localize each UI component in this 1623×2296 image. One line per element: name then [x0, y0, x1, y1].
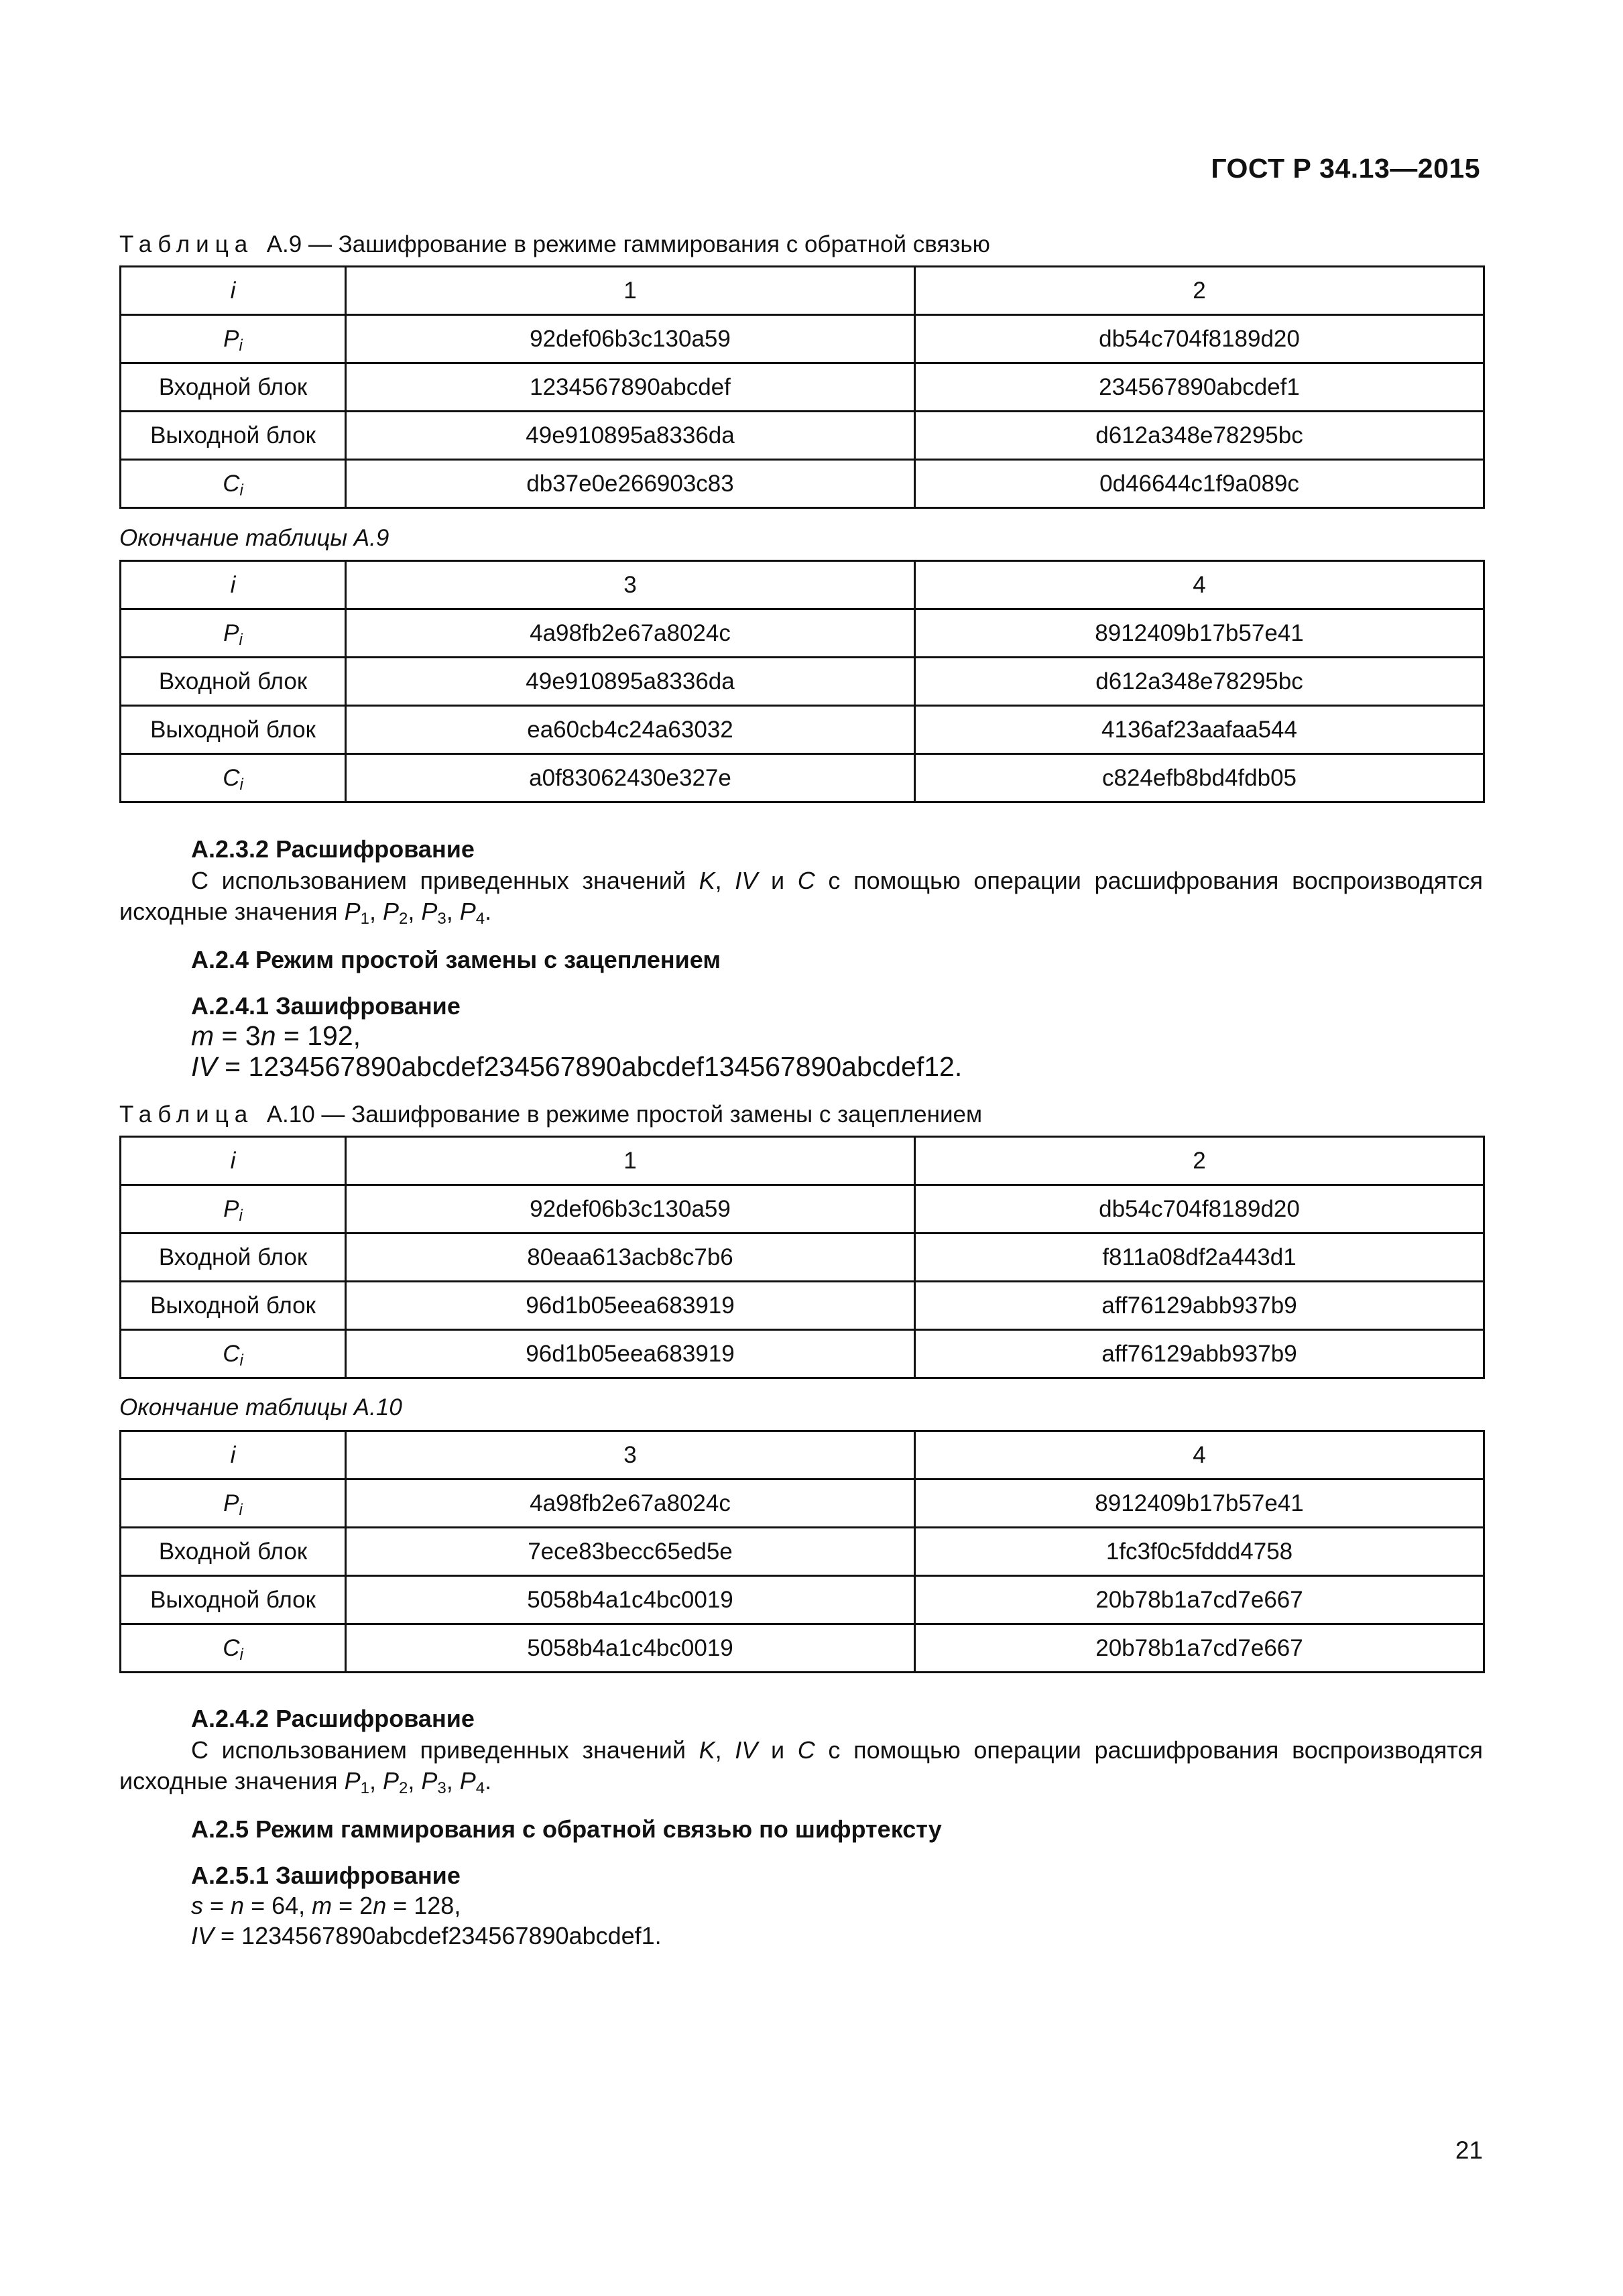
index-subscript: i: [239, 775, 243, 794]
table-cell: ea60cb4c24a63032: [346, 706, 915, 754]
table-cell: 4a98fb2e67a8024c: [346, 1479, 915, 1528]
table-cell: Входной блок: [121, 363, 346, 412]
table-row: [121, 1233, 1484, 1282]
table-a9-part2: [119, 560, 1485, 803]
table-cell: aff76129abb937b9: [915, 1330, 1484, 1378]
section-a24-title: А.2.4 Режим простой замены с зацеплением: [191, 946, 721, 973]
table-cell: Выходной блок: [121, 412, 346, 460]
section-a242-title: А.2.4.2 Расшифрование: [191, 1705, 475, 1732]
table-cell: i: [121, 1431, 346, 1479]
index-subscript: i: [239, 336, 243, 355]
table-row: [121, 1479, 1484, 1528]
table-cell: a0f83062430e327e: [346, 754, 915, 802]
table-cell: 1: [346, 267, 915, 315]
p-symbol: P: [223, 619, 239, 646]
table-cell: 96d1b05eea683919: [346, 1330, 915, 1378]
p-symbol: P: [223, 1195, 239, 1222]
table-cell: 49e910895a8336da: [346, 658, 915, 706]
table-cell: Выходной блок: [121, 1576, 346, 1624]
table-a10-part2: [119, 1430, 1485, 1673]
table-a9-continuation: Окончание таблицы А.9: [119, 525, 389, 551]
table-row: [121, 706, 1484, 754]
table-cell: f811a08df2a443d1: [915, 1233, 1484, 1282]
table-cell: 0d46644c1f9a089c: [915, 460, 1484, 508]
table-cell: 8912409b17b57e41: [915, 1479, 1484, 1528]
table-row: [121, 1528, 1484, 1576]
formula-iv: IV = 1234567890abcdef234567890abcdef1.: [191, 1922, 662, 1949]
document-code: ГОСТ Р 34.13—2015: [1211, 153, 1480, 184]
table-cell: [121, 315, 346, 363]
caption-word: Таблица: [119, 1101, 254, 1128]
table-cell: c824efb8bd4fdb05: [915, 754, 1484, 802]
section-a251-title: А.2.5.1 Зашифрование: [191, 1862, 461, 1889]
table-a10-part1: [119, 1136, 1485, 1379]
p-symbol: P: [223, 1490, 239, 1516]
table-cell: 96d1b05eea683919: [346, 1282, 915, 1330]
caption-text: А.9 — Зашифрование в режиме гаммирования с обратной связью: [266, 231, 990, 257]
table-cell: 49e910895a8336da: [346, 412, 915, 460]
table-row: [121, 1624, 1484, 1673]
p-symbol: P: [223, 325, 239, 352]
formula-m: m = 3n = 192,: [191, 1020, 361, 1051]
table-cell: Входной блок: [121, 1528, 346, 1576]
table-a10-continuation: Окончание таблицы А.10: [119, 1394, 402, 1421]
formula-s-n-m: s = n = 64, m = 2n = 128,: [191, 1892, 461, 1919]
table-cell: [121, 1479, 346, 1528]
index-subscript: i: [239, 1645, 243, 1664]
table-row: [121, 1431, 1484, 1479]
index-subscript: i: [239, 630, 243, 649]
table-cell: 3: [346, 561, 915, 609]
c-symbol: C: [223, 1634, 240, 1661]
table-cell: Входной блок: [121, 1233, 346, 1282]
table-row: [121, 315, 1484, 363]
table-cell: 4136af23aafaa544: [915, 706, 1484, 754]
table-cell: 92def06b3c130a59: [346, 1185, 915, 1233]
table-row: [121, 412, 1484, 460]
table-cell: 3: [346, 1431, 915, 1479]
table-cell: 4: [915, 1431, 1484, 1479]
table-cell: [121, 754, 346, 802]
table-cell: Выходной блок: [121, 706, 346, 754]
index-subscript: i: [239, 1351, 243, 1370]
section-a232-title: А.2.3.2 Расшифрование: [191, 835, 475, 863]
section-a241-title: А.2.4.1 Зашифрование: [191, 992, 461, 1020]
page-number: 21: [1455, 2136, 1483, 2164]
table-row: [121, 460, 1484, 508]
table-cell: [121, 1330, 346, 1378]
table-a9-part1: [119, 265, 1485, 509]
table-cell: i: [121, 1137, 346, 1185]
section-a232-paragraph: С использованием приведенных значений K, IV и C с помощью операции расшифрования воспроизводятся исходные значения $P_1$, $P_2$, $P_3$, $P_4$.: [119, 867, 1483, 928]
table-cell: d612a348e78295bc: [915, 658, 1484, 706]
caption-word: Таблица: [119, 231, 254, 257]
c-symbol: C: [223, 470, 240, 497]
table-cell: 4a98fb2e67a8024c: [346, 609, 915, 658]
table-cell: 80eaa613acb8c7b6: [346, 1233, 915, 1282]
table-cell: 92def06b3c130a59: [346, 315, 915, 363]
section-a242-paragraph: С использованием приведенных значений K, IV и C с помощью операции расшифрования воспроизводятся исходные значения $P_1$, $P_2$, $P_3$, $P_4$.: [119, 1736, 1483, 1797]
table-cell: db54c704f8189d20: [915, 315, 1484, 363]
table-cell: [121, 1624, 346, 1673]
table-cell: 2: [915, 1137, 1484, 1185]
table-row: [121, 754, 1484, 802]
table-cell: [121, 1185, 346, 1233]
table-cell: 20b78b1a7cd7e667: [915, 1624, 1484, 1673]
table-cell: Входной блок: [121, 658, 346, 706]
table-cell: 234567890abcdef1: [915, 363, 1484, 412]
table-cell: 1fc3f0c5fddd4758: [915, 1528, 1484, 1576]
table-cell: Выходной блок: [121, 1282, 346, 1330]
table-cell: 5058b4a1c4bc0019: [346, 1576, 915, 1624]
c-symbol: C: [223, 764, 240, 791]
table-cell: db37e0e266903c83: [346, 460, 915, 508]
table-cell: db54c704f8189d20: [915, 1185, 1484, 1233]
table-cell: [121, 609, 346, 658]
table-row: [121, 609, 1484, 658]
table-cell: [121, 460, 346, 508]
table-cell: aff76129abb937b9: [915, 1282, 1484, 1330]
table-row: [121, 363, 1484, 412]
section-a25-title: А.2.5 Режим гаммирования с обратной связью по шифртексту: [191, 1815, 942, 1843]
table-row: [121, 658, 1484, 706]
table-cell: 20b78b1a7cd7e667: [915, 1576, 1484, 1624]
table-row: [121, 561, 1484, 609]
table-row: [121, 1282, 1484, 1330]
table-cell: 7ece83becc65ed5e: [346, 1528, 915, 1576]
table-row: [121, 1576, 1484, 1624]
formula-iv: IV = 1234567890abcdef234567890abcdef134567890abcdef12.: [191, 1051, 963, 1082]
index-subscript: i: [239, 481, 243, 499]
table-cell: 8912409b17b57e41: [915, 609, 1484, 658]
table-cell: 1: [346, 1137, 915, 1185]
table-row: [121, 1137, 1484, 1185]
table-cell: i: [121, 267, 346, 315]
table-row: [121, 1185, 1484, 1233]
table-cell: d612a348e78295bc: [915, 412, 1484, 460]
c-symbol: C: [223, 1340, 240, 1367]
table-cell: 5058b4a1c4bc0019: [346, 1624, 915, 1673]
table-cell: 4: [915, 561, 1484, 609]
table-cell: 1234567890abcdef: [346, 363, 915, 412]
table-row: [121, 267, 1484, 315]
table-a9-caption: [119, 231, 990, 258]
index-subscript: i: [239, 1500, 243, 1519]
table-a10-caption: [119, 1101, 982, 1128]
table-cell: i: [121, 561, 346, 609]
table-cell: 2: [915, 267, 1484, 315]
caption-text: А.10 — Зашифрование в режиме простой замены с зацеплением: [266, 1101, 983, 1128]
index-subscript: i: [239, 1206, 243, 1225]
table-row: [121, 1330, 1484, 1378]
